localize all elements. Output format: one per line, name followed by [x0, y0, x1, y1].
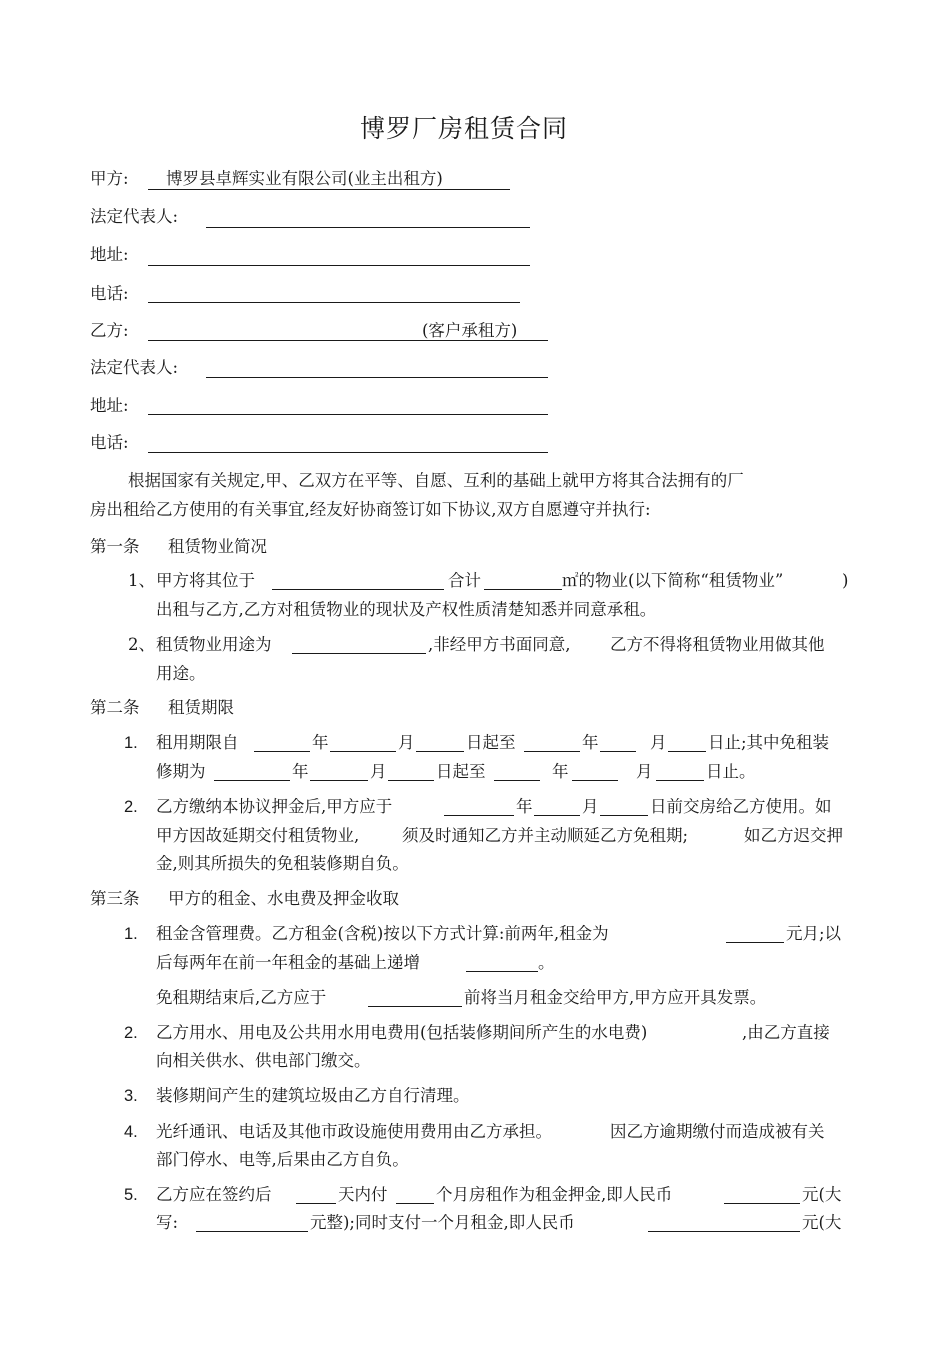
article-2-title: 租赁期限 [168, 698, 234, 717]
party-a-label: 甲方: [90, 169, 129, 188]
deposit-days-blank [296, 1203, 336, 1204]
free-end-year-unit: 年 [552, 762, 569, 781]
end-month-blank [600, 751, 636, 752]
free-start-month-blank [310, 780, 368, 781]
art3-item5-text-a: 乙方应在签约后 [156, 1185, 272, 1204]
art3-item5-num: 5. [124, 1186, 138, 1204]
deposit-words-blank [196, 1231, 308, 1232]
art2-item1-num: 1. [124, 734, 138, 752]
free-start-day-blank [388, 780, 434, 781]
article-1-heading: 第一条 [90, 537, 140, 556]
party-b-addr-line [148, 414, 548, 415]
page-title: 博罗厂房租赁合同 [360, 114, 569, 143]
art2-item1-text-b: 修期为 [156, 762, 206, 781]
rent-amount-blank [726, 942, 784, 943]
art1-item1-line2: 出租与乙方,乙方对租赁物业的现状及产权性质清楚知悉并同意承租。 [156, 600, 657, 619]
handover-month-blank [534, 815, 580, 816]
art3-item2-text-b: ,由乙方直接 [742, 1023, 830, 1042]
art2-item1-text-a: 租用期限自 [156, 733, 239, 752]
art1-item1-text-c: ㎡的物业(以下简称“租赁物业” [562, 571, 784, 590]
deposit-amount-blank [724, 1203, 800, 1204]
free-start-day-unit: 日起至 [436, 762, 486, 781]
party-a-addr-line [148, 265, 530, 266]
art1-item2-text-b: ,非经甲方书面同意, [428, 635, 571, 654]
party-a-rep-label: 法定代表人: [90, 207, 179, 226]
free-end-day-unit: 日止。 [706, 762, 756, 781]
article-1-title: 租赁物业简况 [168, 537, 267, 556]
art3-item5-line2a: 写: [156, 1213, 179, 1232]
art3-item5-text-d: 元(大 [802, 1185, 842, 1204]
usage-blank [292, 653, 426, 654]
party-a-rep-line [206, 227, 530, 228]
article-3-title: 甲方的租金、水电费及押金收取 [168, 889, 399, 908]
start-year-blank [254, 751, 310, 752]
art1-item1-text-b: 合计 [448, 571, 481, 590]
handover-year-blank [444, 815, 514, 816]
art3-item1-line3a: 免租期结束后,乙方应于 [156, 988, 327, 1007]
art1-item2-num: 2、 [128, 635, 155, 654]
art3-item4-num: 4. [124, 1123, 138, 1141]
art3-item1-text-b: 元月;以 [786, 924, 842, 943]
end-month-unit: 月 [650, 733, 667, 752]
party-b-note: (客户承租方) [422, 321, 518, 340]
art3-item2-num: 2. [124, 1024, 138, 1042]
end-day-unit: 日止;其中免租装 [708, 733, 830, 752]
art1-item1-num: 1、 [128, 571, 155, 590]
art3-item5-line2c: 元(大 [802, 1213, 842, 1232]
party-a-addr-label: 地址: [90, 245, 129, 264]
end-year-blank [524, 751, 580, 752]
art1-item2-text-c: 乙方不得将租赁物业用做其他 [610, 635, 825, 654]
party-b-name-line [148, 340, 548, 341]
art3-item5-text-b: 天内付 [338, 1185, 388, 1204]
art3-item4-text-b: 因乙方逾期缴付而造成被有关 [610, 1122, 825, 1141]
art3-item2-text-a: 乙方用水、用电及公共用水用电费用(包括装修期间所产生的水电费) [156, 1023, 648, 1042]
art3-item1-num: 1. [124, 925, 138, 943]
art2-item2-line2a: 甲方因故延期交付租赁物业, [156, 826, 360, 845]
art3-item4-text-a: 光纤通讯、电话及其他市政设施使用费用由乙方承担。 [156, 1122, 552, 1141]
start-month-blank [330, 751, 396, 752]
party-a-phone-label: 电话: [90, 284, 129, 303]
art1-item1-text-a: 甲方将其位于 [156, 571, 255, 590]
start-day-blank [416, 751, 464, 752]
art3-item1-line3b: 前将当月租金交给甲方,甲方应开具发票。 [464, 988, 767, 1007]
party-b-addr-label: 地址: [90, 396, 129, 415]
art3-item5-text-c: 个月房租作为租金押金,即人民币 [436, 1185, 673, 1204]
art3-item5-line2b: 元整);同时支付一个月租金,即人民币 [310, 1213, 575, 1232]
art3-item3-text: 装修期间产生的建筑垃圾由乙方自行清理。 [156, 1086, 470, 1105]
art1-item2-text-a: 租赁物业用途为 [156, 635, 272, 654]
art3-item1-line2-end: 。 [538, 953, 555, 972]
art1-item1-text-d: ) [842, 571, 849, 590]
rent-due-blank [368, 1006, 462, 1007]
art3-item2-line2: 向相关供水、供电部门缴交。 [156, 1051, 371, 1070]
party-b-label: 乙方: [90, 321, 129, 340]
party-b-phone-line [148, 452, 548, 453]
party-b-phone-label: 电话: [90, 433, 129, 452]
free-end-month-blank [572, 780, 618, 781]
handover-day-blank [600, 815, 648, 816]
area-blank [484, 589, 562, 590]
party-a-name: 博罗县卓辉实业有限公司(业主出租方) [166, 169, 443, 188]
free-end-year-blank [494, 780, 540, 781]
art2-item2-line3: 金,则其所损失的免租装修期自负。 [156, 854, 409, 873]
party-a-name-line [148, 189, 510, 190]
art2-item2-line2b: 须及时通知乙方并主动顺延乙方免租期; [402, 826, 689, 845]
art2-item2-text-b: 日前交房给乙方使用。如 [650, 797, 832, 816]
art2-item2-line2c: 如乙方迟交押 [744, 826, 843, 845]
free-start-year-blank [214, 780, 290, 781]
first-rent-blank [648, 1231, 800, 1232]
art2-item2-num: 2. [124, 798, 138, 816]
free-start-month-unit: 月 [370, 762, 387, 781]
location-blank [272, 589, 444, 590]
increase-blank [466, 971, 538, 972]
article-2-heading: 第二条 [90, 698, 140, 717]
art3-item3-num: 3. [124, 1087, 138, 1105]
art1-item2-line2: 用途。 [156, 664, 206, 683]
start-month-unit: 月 [398, 733, 415, 752]
preamble-line-2: 房出租给乙方使用的有关事宜,经友好协商签订如下协议,双方自愿遵守并执行: [90, 500, 651, 519]
preamble-line-1: 根据国家有关规定,甲、乙双方在平等、自愿、互利的基础上就甲方将其合法拥有的厂 [128, 471, 744, 490]
party-a-phone-line [148, 302, 520, 303]
free-end-day-blank [656, 780, 704, 781]
art2-item2-text-a: 乙方缴纳本协议押金后,甲方应于 [156, 797, 393, 816]
art3-item1-text-a: 租金含管理费。乙方租金(含税)按以下方式计算:前两年,租金为 [156, 924, 609, 943]
party-b-rep-label: 法定代表人: [90, 358, 179, 377]
start-day-unit: 日起至 [466, 733, 516, 752]
handover-month-unit: 月 [582, 797, 599, 816]
art3-item1-line2: 后每两年在前一年租金的基础上递增 [156, 953, 420, 972]
handover-year-unit: 年 [516, 797, 533, 816]
article-3-heading: 第三条 [90, 889, 140, 908]
end-day-blank [668, 751, 706, 752]
party-b-rep-line [206, 377, 548, 378]
art3-item4-line2: 部门停水、电等,后果由乙方自负。 [156, 1150, 409, 1169]
free-end-month-unit: 月 [636, 762, 653, 781]
deposit-months-blank [396, 1203, 434, 1204]
start-year-unit: 年 [312, 733, 329, 752]
free-start-year-unit: 年 [292, 762, 309, 781]
end-year-unit: 年 [582, 733, 599, 752]
